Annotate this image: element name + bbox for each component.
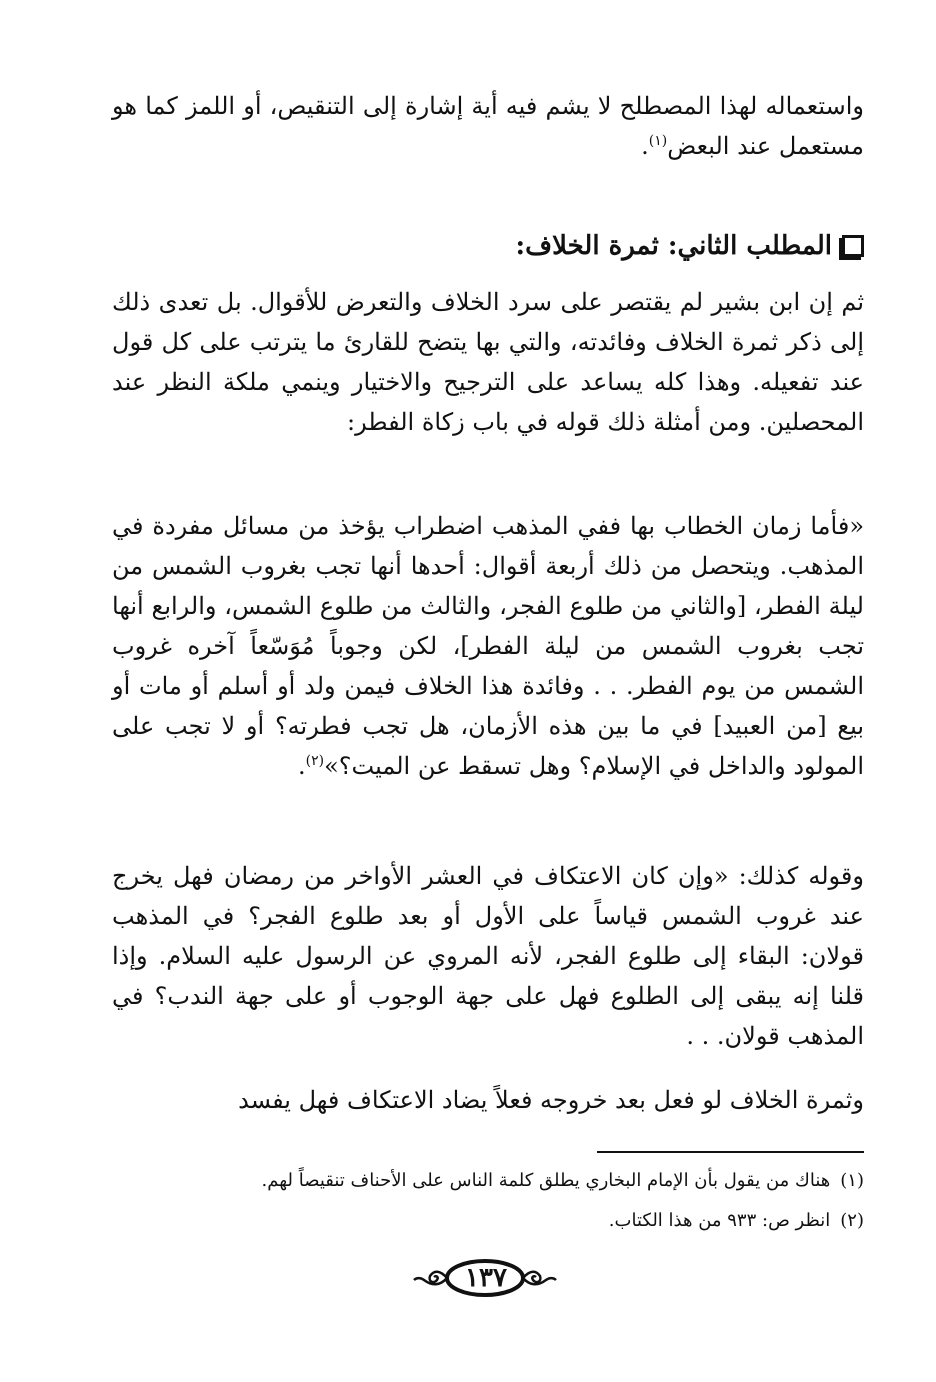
footnote-1: [112, 1168, 864, 1194]
paragraph-1: [112, 282, 864, 442]
quote-1-text: «فأما زمان الخطاب بها ففي المذهب اضطراب يؤخذ من مسائل مفردة في المذهب. ويتحصل من ذلك أربعة أقوال: أحدها أنها تجب بغروب الشمس من ليلة الفطر، [والثاني من طلوع الفجر، والثالث من طلوع الشمس، والرابع أنها تجب بغروب الشمس من ليلة الفطر]، لكن وجوباً مُوَسّعاً آخره غروب الشمس من يوم الفطر. . . وفائدة هذا الخلاف فيمن ولد أو أسلم أو مات أو بيع [من العبيد] في ما بين هذه الأزمان، هل تجب فطرته؟ أو لا تجب على المولود والداخل في الإسلام؟ وهل تسقط عن الميت؟»: [112, 512, 864, 780]
footnote-2: [112, 1208, 864, 1234]
intro-end: .: [641, 132, 649, 160]
footnote-divider: [597, 1151, 864, 1153]
footnote-1-text: هناك من يقول بأن الإمام البخاري يطلق كلمة الناس على الأحناف تنقيصاً لهم.: [261, 1170, 831, 1191]
quote-2-text: وقوله كذلك: «وإن كان الاعتكاف في العشر الأواخر من رمضان فهل يخرج عند غروب الشمس قياساً على الأول أو بعد طلوع الفجر؟ في المذهب قولان: البقاء إلى طلوع الفجر، لأنه المروي عن الرسول عليه السلام. وإذا قلنا إنه يبقى إلى الطلوع فهل على جهة الوجوب أو على جهة الندب؟ في المذهب قولان. . .: [112, 862, 864, 1050]
footnote-ref-1: (١): [648, 133, 668, 149]
quote-paragraph-2: [112, 856, 864, 1056]
section-heading-text: المطلب الثاني: ثمرة الخلاف:: [515, 231, 832, 261]
square-bullet-icon: [842, 235, 864, 257]
paragraph-2-text: وثمرة الخلاف لو فعل بعد خروجه فعلاً يضاد الاعتكاف فهل يفسد: [238, 1086, 864, 1114]
footnote-2-text: انظر ص: ٩٣٣ من هذا الكتاب.: [608, 1210, 831, 1231]
page-number-ornament: [410, 1256, 560, 1300]
footnote-2-number: (٢): [840, 1210, 864, 1231]
section-heading: [112, 226, 864, 266]
quote-paragraph-1: [112, 506, 864, 786]
page-number: ١٣٧: [465, 1263, 507, 1293]
paragraph-1-text: ثم إن ابن بشير لم يقتصر على سرد الخلاف والتعرض للأقوال. بل تعدى ذلك إلى ذكر ثمرة الخلاف وفائدته، والتي بها يتضح للقارئ ما يترتب على كل قول عند تفعيله. وهذا كله يساعد على الترجيح والاختيار وينمي ملكة النظر عند المحصلين. ومن أمثلة ذلك قوله في باب زكاة الفطر:: [112, 288, 865, 436]
footnote-1-number: (١): [840, 1170, 864, 1191]
quote-1-end: .: [298, 752, 306, 780]
paragraph-2: [112, 1080, 864, 1120]
intro-paragraph: [112, 86, 864, 166]
footnote-ref-2: (٢): [305, 753, 325, 769]
intro-text: واستعماله لهذا المصطلح لا يشم فيه أية إشارة إلى التنقيص، أو اللمز كما هو مستعمل عند البعض: [112, 92, 864, 160]
